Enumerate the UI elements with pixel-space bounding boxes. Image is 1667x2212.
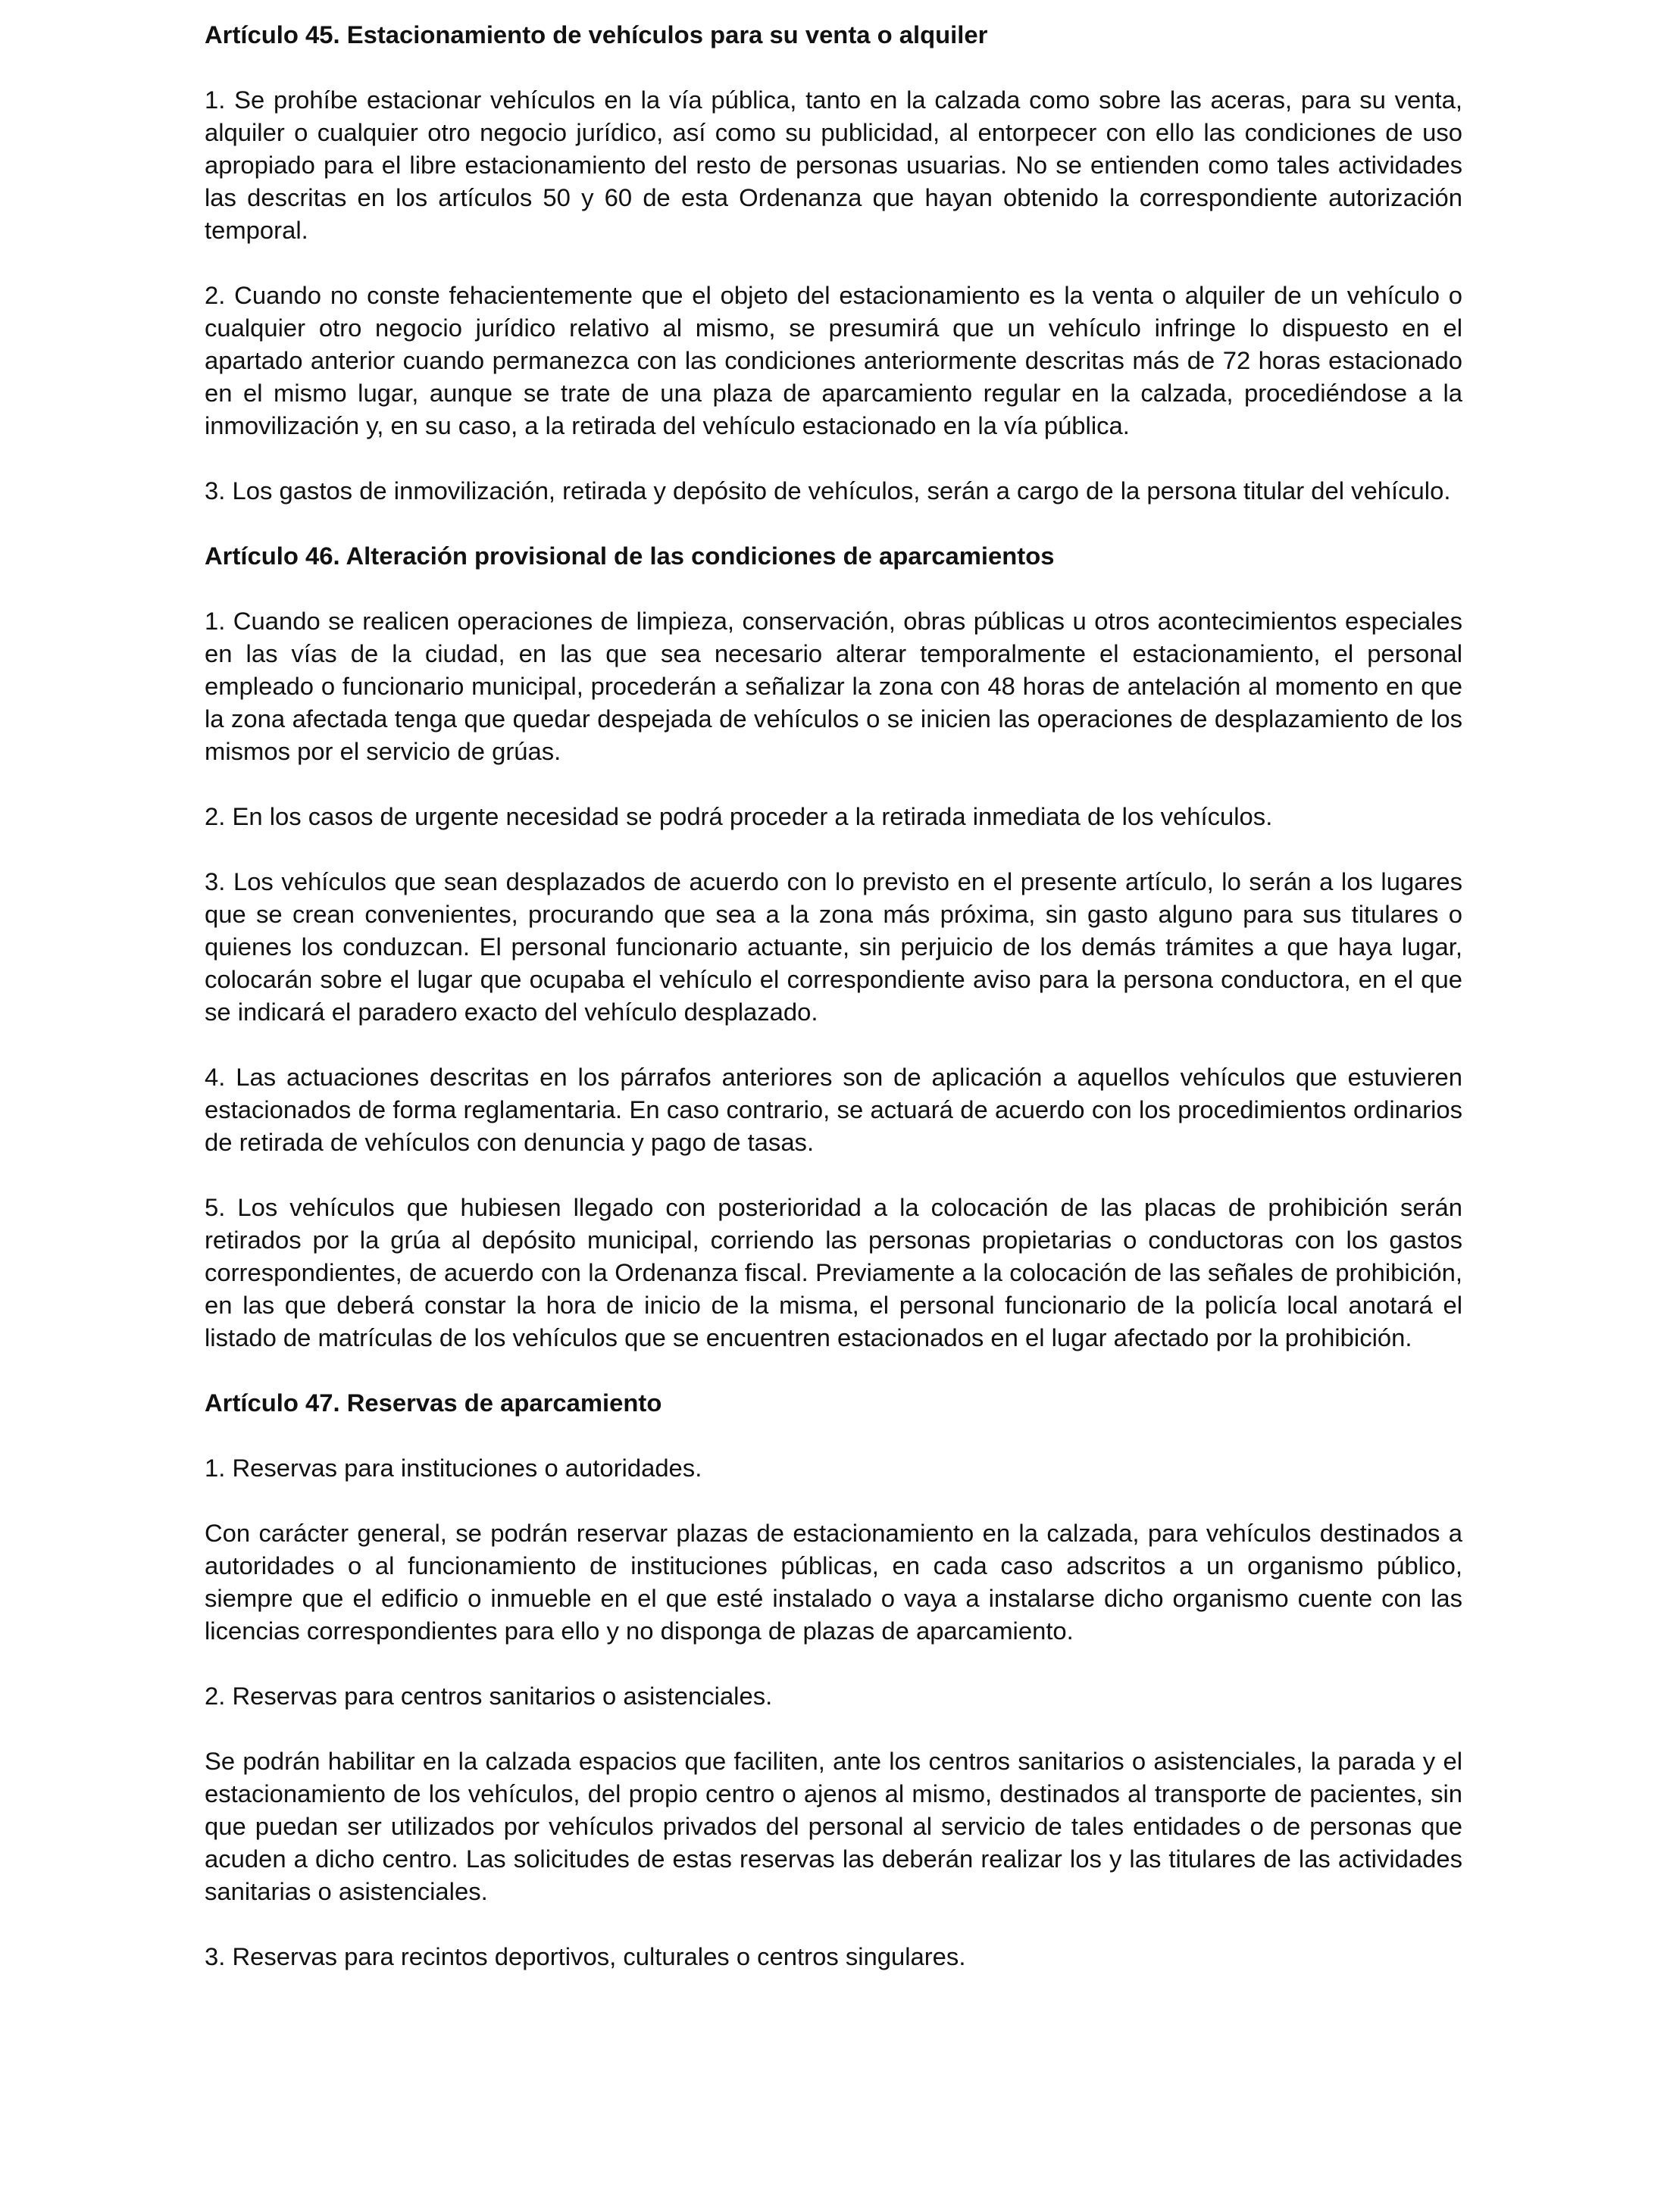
article-45-paragraph-1: 1. Se prohíbe estacionar vehículos en la vía pública, tanto en la calzada como sobre las aceras, para su venta, alquiler o cualquier otro negocio jurídico, así como su publicidad, al entorpecer con ello las condiciones de uso apropiado para el libre estacionamiento del resto de personas usuarias. No se entienden como tales actividades las descritas en los artículos 50 y 60 de esta Ordenanza que hayan obtenido la correspondiente autorización temporal. — [205, 86, 1462, 244]
article-46-paragraph-5: 5. Los vehículos que hubiesen llegado con posterioridad a la colocación de las placas de prohibición serán retirados por la grúa al depósito municipal, corriendo las personas propietarias o conductoras con los gastos correspondientes, de acuerdo con la Ordenanza fiscal. Previamente a la colocación de las señales de prohibición, en las que deberá constar la hora de inicio de la misma, el personal funcionario de la policía local anotará el listado de matrículas de los vehículos que se encuentren estacionados en el lugar afectado por la prohibición. — [205, 1193, 1462, 1351]
article-45-paragraph-3: 3. Los gastos de inmovilización, retirada y depósito de vehículos, serán a cargo de la persona titular del vehículo. — [205, 476, 1451, 505]
article-46-paragraph-4: 4. Las actuaciones descritas en los párrafos anteriores son de aplicación a aquellos vehículos que estuvieren estacionados de forma reglamentaria. En caso contrario, se actuará de acuerdo con los procedimientos ordinarios de retirada de vehículos con denuncia y pago de tasas. — [205, 1063, 1462, 1156]
document-page — [205, 18, 1462, 1973]
article-46-paragraph-1: 1. Cuando se realicen operaciones de limpieza, conservación, obras públicas u otros acontecimientos especiales en las vías de la ciudad, en las que sea necesario alterar temporalmente el estacionamiento, el personal empleado o funcionario municipal, procederán a señalizar la zona con 48 horas de antelación al momento en que la zona afectada tenga que quedar despejada de vehículos o se inicien las operaciones de desplazamiento de los mismos por el servicio de grúas. — [205, 607, 1462, 765]
article-47-subheading-1: 1. Reservas para instituciones o autoridades. — [205, 1454, 702, 1482]
article-47-paragraph-1: Con carácter general, se podrán reservar plazas de estacionamiento en la calzada, para vehículos destinados a autoridades o al funcionamiento de instituciones públicas, en cada caso adscritos a un organismo público, siempre que el edificio o inmueble en el que esté instalado o vaya a instalarse dicho organismo cuente con las licencias correspondientes para ello y no disponga de plazas de aparcamiento. — [205, 1519, 1462, 1645]
article-46-heading: Artículo 46. Alteración provisional de las condiciones de aparcamientos — [205, 542, 1055, 570]
article-46-paragraph-3: 3. Los vehículos que sean desplazados de acuerdo con lo previsto en el presente artículo, lo serán a los lugares que se crean convenientes, procurando que sea a la zona más próxima, sin gasto alguno para sus titulares o quienes los conduzcan. El personal funcionario actuante, sin perjuicio de los demás trámites a que haya lugar, colocarán sobre el lugar que ocupaba el vehículo el correspondiente aviso para la persona conductora, en el que se indicará el paradero exacto del vehículo desplazado. — [205, 867, 1462, 1026]
article-47-heading: Artículo 47. Reservas de aparcamiento — [205, 1389, 662, 1417]
article-47-subheading-2: 2. Reservas para centros sanitarios o asistenciales. — [205, 1682, 773, 1710]
article-45-paragraph-2: 2. Cuando no conste fehacientemente que el objeto del estacionamiento es la venta o alquiler de un vehículo o cualquier otro negocio jurídico relativo al mismo, se presumirá que un vehículo infringe lo dispuesto en el apartado anterior cuando permanezca con las condiciones anteriormente descritas más de 72 horas estacionado en el mismo lugar, aunque se trate de una plaza de aparcamiento regular en la calzada, procediéndose a la inmovilización y, en su caso, a la retirada del vehículo estacionado en la vía pública. — [205, 281, 1462, 439]
article-46-paragraph-2: 2. En los casos de urgente necesidad se podrá proceder a la retirada inmediata de los vehículos. — [205, 802, 1273, 830]
article-47-paragraph-2: Se podrán habilitar en la calzada espacios que faciliten, ante los centros sanitarios o asistenciales, la parada y el estacionamiento de los vehículos, del propio centro o ajenos al mismo, destinados al transporte de pacientes, sin que puedan ser utilizados por vehículos privados del personal al servicio de tales entidades o de personas que acuden a dicho centro. Las solicitudes de estas reservas las deberán realizar los y las titulares de las actividades sanitarias o asistenciales. — [205, 1747, 1462, 1905]
article-47-subheading-3: 3. Reservas para recintos deportivos, culturales o centros singulares. — [205, 1942, 966, 1970]
article-45-heading: Artículo 45. Estacionamiento de vehículos para su venta o alquiler — [205, 20, 988, 48]
